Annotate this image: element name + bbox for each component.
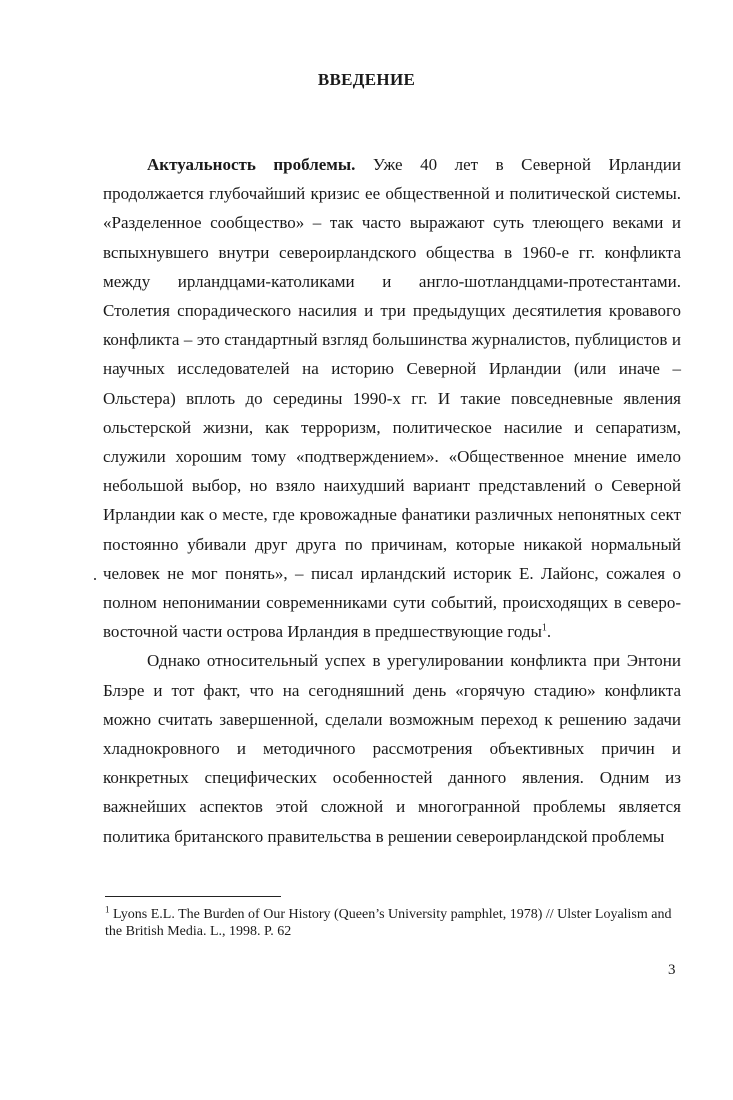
footnote	[105, 906, 681, 940]
footnote-text: Lyons E.L. The Burden of Our History (Queen’s University pamphlet, 1978) // Ulster Loyalism and the British Media. L., 1998. P. 62	[105, 907, 672, 939]
paragraph-lead: Актуальность проблемы.	[147, 155, 356, 174]
scan-speck	[94, 578, 96, 580]
footnote-number: 1	[105, 904, 110, 915]
body-text	[103, 150, 681, 851]
paragraph-text: Уже 40 лет в Северной Ирландии продолжается глубочайший кризис ее общественной и политической системы. «Разделенное сообщество» – так часто выражают суть тлеющего веками и вспыхнувшего внутри североирландского общества в 1960-е гг. конфликта между ирландцами-католиками и англо-шотландцами-протестантами. Столетия спорадического насилия и три предыдущих десятилетия кровавого конфликта – это стандартный взгляд большинства журналистов, публицистов и научных исследователей на историю Северной Ирландии (или иначе – Ольстера) вплоть до середины 1990-х гг. И такие повседневные явления ольстерской жизни, как терроризм, политическое насилие и сепаратизм, служили хорошим тому «подтверждением». «Общественное мнение имело небольшой выбор, но взяло наихудший вариант представлений о Северной Ирландии как о месте, где кровожадные фанатики различных непонятных сект постоянно убивали друг друга по причинам, которые никакой нормальный человек не мог понять», – писал ирландский историк Е. Лайонс, сожалея о полном непонимании современниками сути событий, происходящих в северо-восточной части острова Ирландия в предшествующие годы	[103, 155, 681, 642]
page-number: 3	[668, 962, 676, 978]
footnote-divider	[105, 896, 281, 897]
page-title: ВВЕДЕНИЕ	[317, 70, 416, 89]
paragraph-second: Однако относительный успех в урегулировании конфликта при Энтони Блэре и тот факт, что на сегодняшний день «горячую стадию» конфликта можно считать завершенной, сделали возможным переход к решению задачи хладнокровного и методичного рассмотрения объективных причин и конкретных специфических особенностей данного явления. Одним из важнейших аспектов этой сложной и многогранной проблемы является политика британского правительства в решении североирландской проблемы	[103, 651, 681, 846]
footnote-reference[interactable]: 1	[541, 622, 547, 634]
paragraph-end: .	[546, 622, 552, 642]
paragraph-relevance	[103, 150, 681, 646]
